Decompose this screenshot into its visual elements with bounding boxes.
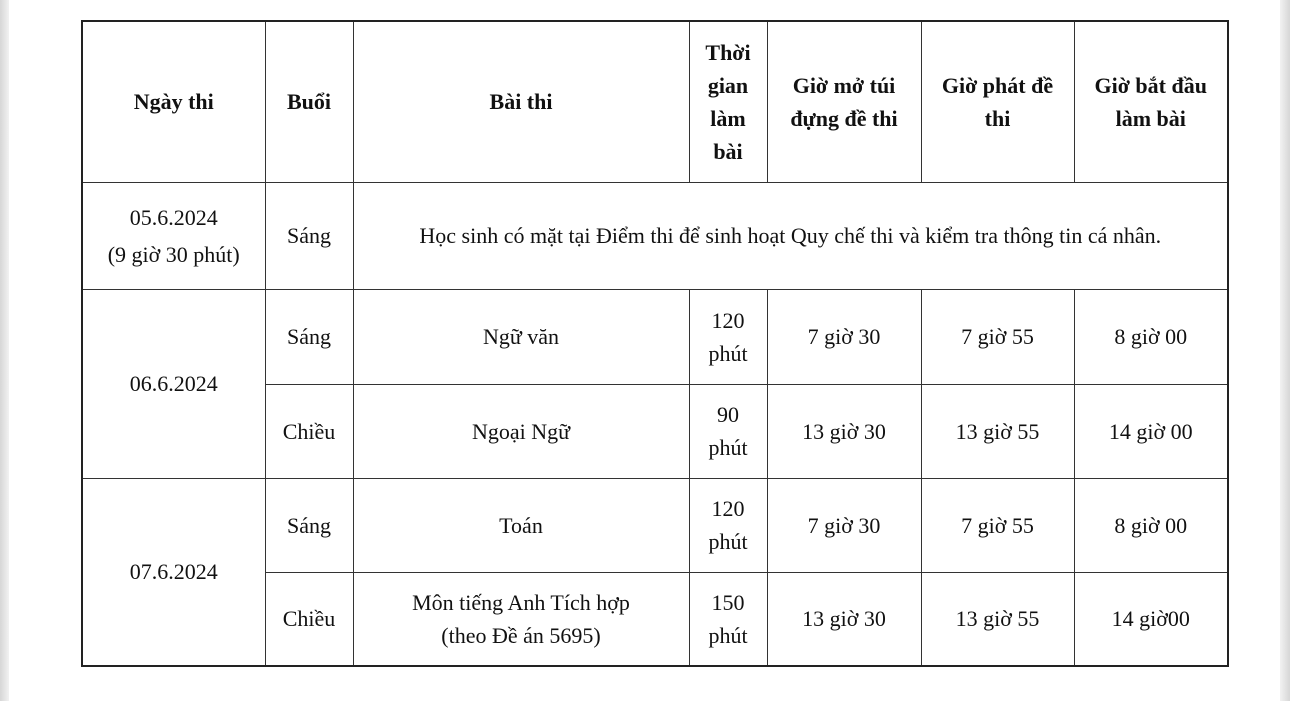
start-time-cell: 8 giờ 00 — [1074, 478, 1228, 572]
date-cell — [82, 182, 265, 289]
session-cell: Sáng — [265, 289, 353, 384]
session-cell: Chiều — [265, 384, 353, 478]
header-duration: Thời gian làm bài — [689, 21, 767, 182]
date: 05.6.2024 — [129, 204, 218, 230]
date-cell: 06.6.2024 — [82, 289, 265, 478]
header-session: Buổi — [265, 21, 353, 182]
distribute-time-cell: 7 giờ 55 — [921, 478, 1074, 572]
arrival-time: (9 giờ 30 phút) — [107, 241, 240, 267]
open-time-cell: 13 giờ 30 — [767, 384, 921, 478]
duration-cell: 120 phút — [689, 478, 767, 572]
exam-schedule-table — [81, 20, 1229, 667]
note-cell: Học sinh có mặt tại Điểm thi để sinh hoạt Quy chế thi và kiểm tra thông tin cá nhân. — [353, 182, 1228, 289]
distribute-time-cell: 13 giờ 55 — [921, 572, 1074, 666]
start-time-cell: 14 giờ 00 — [1074, 384, 1228, 478]
header-distribute-time: Giờ phát đề thi — [921, 21, 1074, 182]
open-time-cell: 7 giờ 30 — [767, 478, 921, 572]
duration-cell: 120 phút — [689, 289, 767, 384]
open-time-cell: 7 giờ 30 — [767, 289, 921, 384]
page-edge-left — [0, 0, 9, 701]
subject-cell: Ngữ văn — [353, 289, 689, 384]
start-time-cell: 14 giờ00 — [1074, 572, 1228, 666]
header-subject: Bài thi — [353, 21, 689, 182]
date-cell: 07.6.2024 — [82, 478, 265, 666]
session-cell: Sáng — [265, 478, 353, 572]
header-start-time: Giờ bắt đầu làm bài — [1074, 21, 1228, 182]
distribute-time-cell: 13 giờ 55 — [921, 384, 1074, 478]
distribute-time-cell: 7 giờ 55 — [921, 289, 1074, 384]
header-row — [82, 21, 1228, 182]
session-cell: Sáng — [265, 182, 353, 289]
duration-cell: 150 phút — [689, 572, 767, 666]
session-cell: Chiều — [265, 572, 353, 666]
header-open-time: Giờ mở túi đựng đề thi — [767, 21, 921, 182]
page-edge-right — [1280, 0, 1290, 701]
header-date: Ngày thi — [82, 21, 265, 182]
subject-cell: Ngoại Ngữ — [353, 384, 689, 478]
subject-cell: Môn tiếng Anh Tích hợp (theo Đề án 5695) — [353, 572, 689, 666]
table-row — [82, 289, 1228, 384]
duration-cell: 90 phút — [689, 384, 767, 478]
open-time-cell: 13 giờ 30 — [767, 572, 921, 666]
table-row — [82, 478, 1228, 572]
start-time-cell: 8 giờ 00 — [1074, 289, 1228, 384]
subject-cell: Toán — [353, 478, 689, 572]
table-row — [82, 182, 1228, 289]
